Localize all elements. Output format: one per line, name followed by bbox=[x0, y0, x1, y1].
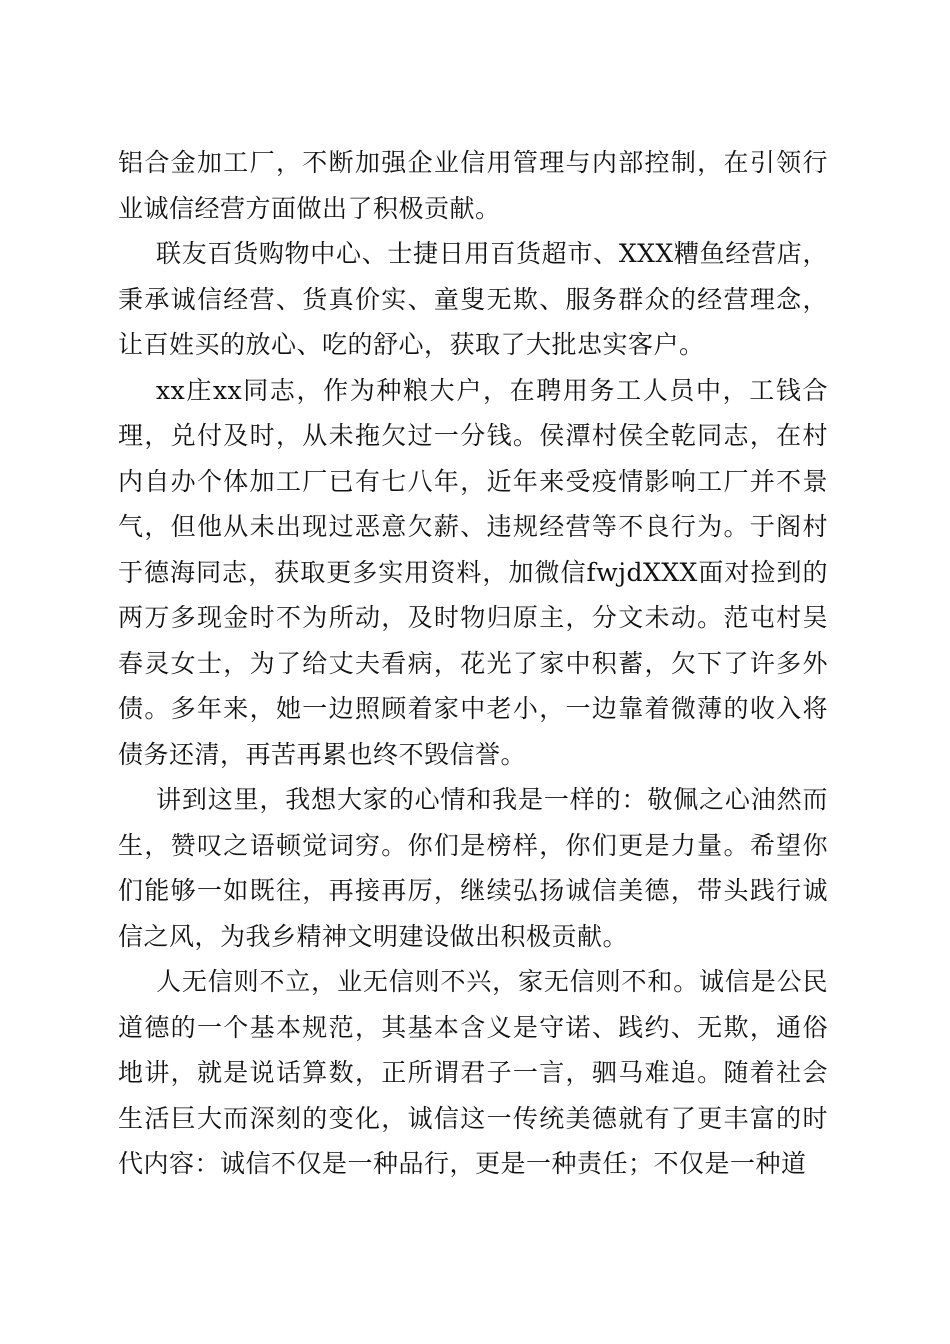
paragraph-integrity: 人无信则不立，业无信则不兴，家无信则不和。诚信是公民道德的一个基本规范，其基本含义是守诺、践约、无欺，通俗地讲，就是说话算数，正所谓君子一言，驷马难追。随着社会生活巨大而深刻的变化，诚信这一传统美德就有了更丰富的时代内容：诚信不仅是一种品行，更是一种责任；不仅是一种道 bbox=[118, 967, 828, 1178]
paragraph-individuals: xx庄xx同志，作为种粮大户，在聘用务工人员中，工钱合理，兑付及时，从未拖欠过一分钱。侯潭村侯全乾同志，在村内自办个体加工厂已有七八年，近年来受疫情影响工厂并不景气，但他从未出现过恶意欠薪、违规经营等不良行为。于阁村于德海同志，获取更多实用资料，加微信fwjdXXX面对捡到的两万多现金时不为所动，及时物归原主，分文未动。范屯村吴春灵女士，为了给丈夫看病，花光了家中积蓄，欠下了许多外债。多年来，她一边照顾着家中老小，一边靠着微薄的收入将债务还清，再苦再累也终不毁信誉。 bbox=[118, 375, 828, 769]
paragraph-stores: 联友百货购物中心、士捷日用百货超市、XXX糟鱼经营店，秉承诚信经营、货真价实、童叟无欺、服务群众的经营理念，让百姓买的放心、吃的舒心，获取了大批忠实客户。 bbox=[118, 239, 828, 359]
paragraph-continuation: 铝合金加工厂，不断加强企业信用管理与内部控制，在引领行业诚信经营方面做出了积极贡献。 bbox=[118, 148, 828, 223]
document-body bbox=[118, 140, 828, 1187]
paragraph-encouragement: 讲到这里，我想大家的心情和我是一样的：敬佩之心油然而生，赞叹之语顿觉词穷。你们是榜样，你们更是力量。希望你们能够一如既往，再接再厉，继续弘扬诚信美德，带头践行诚信之风，为我乡精神文明建设做出积极贡献。 bbox=[118, 785, 828, 951]
